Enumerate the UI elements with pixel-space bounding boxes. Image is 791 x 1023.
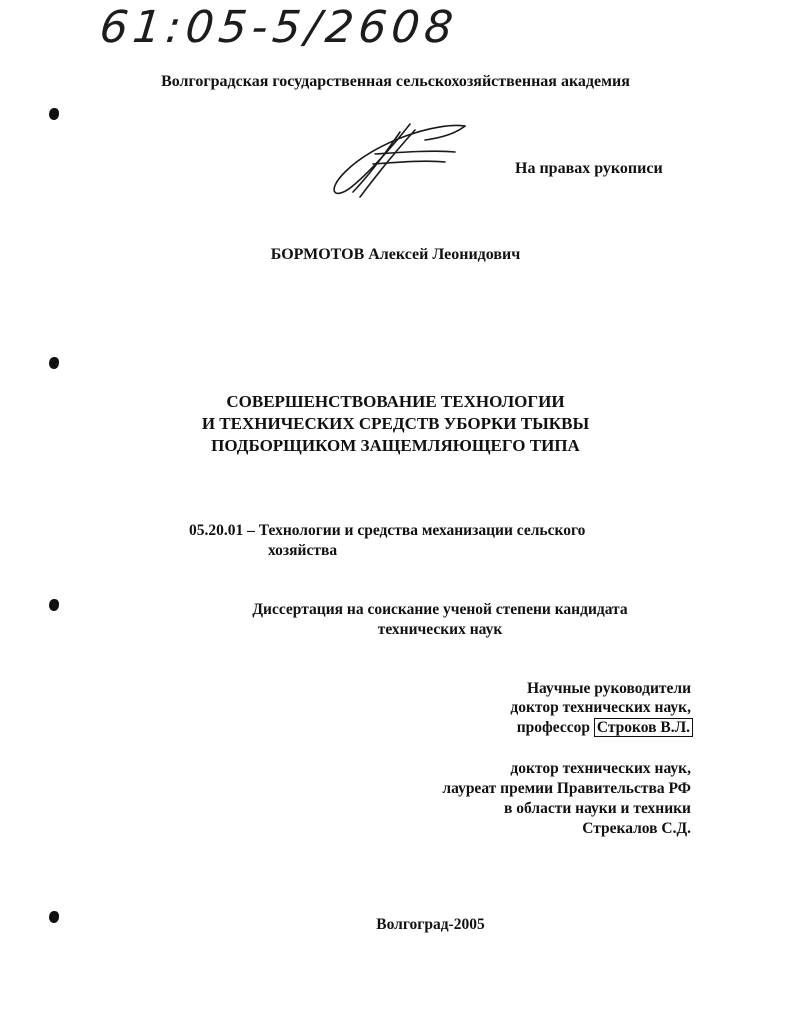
signature-drawing — [315, 112, 480, 204]
title-line: ПОДБОРЩИКОМ ЗАЩЕМЛЯЮЩЕГО ТИПА — [211, 436, 580, 455]
degree-line-2: технических наук — [377, 621, 503, 638]
supervisor-1-name: Строков В.Л. — [594, 718, 693, 737]
archive-number: 61:05-5/2608 — [97, 2, 461, 53]
title-line: И ТЕХНИЧЕСКИХ СРЕДСТВ УБОРКИ ТЫКВЫ — [201, 414, 590, 433]
supervisor-2-name: Стрекалов С.Д. — [582, 820, 691, 837]
supervisors-heading: Научные руководители — [526, 680, 691, 697]
margin-mark — [49, 108, 59, 120]
supervisor-2-degree: доктор технических наук, — [510, 760, 691, 777]
supervisor-1-degree: доктор технических наук, — [510, 699, 691, 716]
manuscript-rights: На правах рукописи — [515, 160, 663, 177]
dissertation-title — [100, 391, 691, 457]
supervisor-1-title: профессор — [516, 719, 590, 736]
supervisor-2-award-1: лауреат премии Правительства РФ — [442, 780, 691, 797]
specialty-line-2: хозяйства — [268, 542, 338, 559]
degree-line-1: Диссертация на соискание ученой степени кандидата — [252, 601, 628, 618]
author-name: БОРМОТОВ Алексей Леонидович — [270, 246, 521, 263]
institution-name: Волгоградская государственная сельскохозяйственная академия — [161, 73, 630, 90]
supervisor-2-award-2: в области науки и техники — [504, 800, 691, 817]
margin-mark — [49, 911, 59, 923]
margin-mark — [49, 357, 59, 369]
supervisor-1-line — [517, 718, 693, 738]
place-year: Волгоград-2005 — [376, 916, 485, 933]
margin-mark — [49, 599, 59, 611]
specialty-line-1: 05.20.01 – Технологии и средства механизации сельского — [189, 522, 586, 539]
title-line: СОВЕРШЕНСТВОВАНИЕ ТЕХНОЛОГИИ — [226, 392, 565, 411]
